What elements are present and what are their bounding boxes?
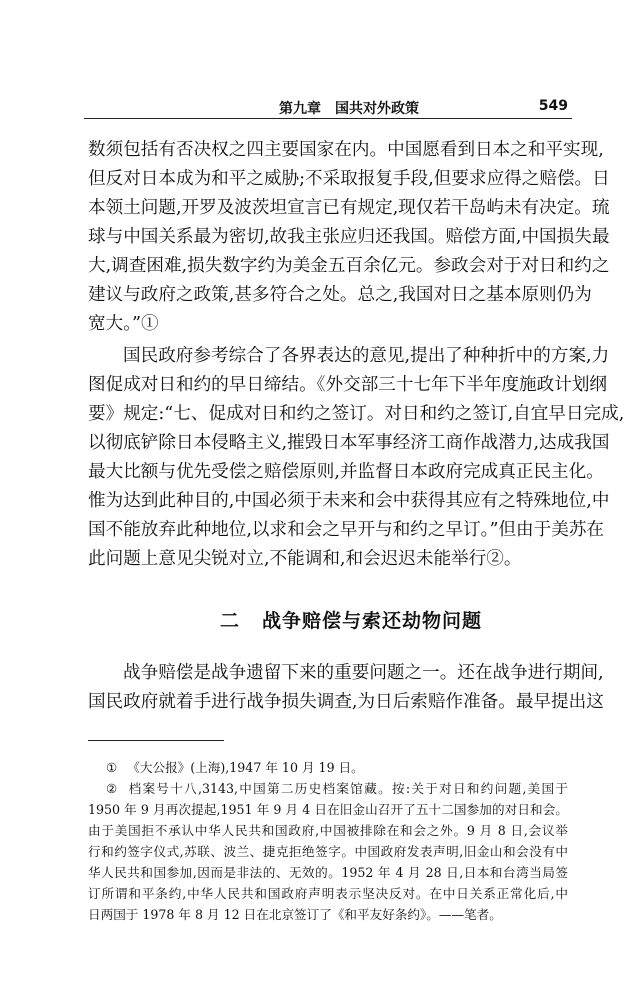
- text-line: 国民政府参考综合了各界表达的意见,提出了种种折中的方案,力: [123, 346, 610, 366]
- text-line: 宽大。”①: [88, 314, 159, 334]
- text-line: 国不能放弃此种地位,以求和会之早开与和约之早订。”但由于美苏在: [88, 520, 605, 540]
- footnote-text-line: 日两国于 1978 年 8 月 12 日在北京签订了《和平友好条约》。——笔者。: [88, 907, 502, 922]
- page-number: 549: [538, 98, 568, 114]
- section-title: 战争赔偿与索还劫物问题: [262, 610, 483, 632]
- chapter-title: 第九章 国共对外政策: [279, 101, 419, 117]
- footnote-text: 档案号十八,3143,中国第二历史档案馆藏。按:关于对日和约问题,美国于: [128, 781, 568, 796]
- footnote-divider: [88, 740, 224, 741]
- text-line: 以彻底铲除日本侵略主义,摧毁日本军事经济工商作战潜力,达成我国: [88, 433, 610, 453]
- text-line: 最大比额与优先受偿之赔偿原则,并监督日本政府完成真正民主化。: [88, 462, 604, 482]
- paragraph-1: [88, 136, 610, 339]
- text-line: 建议与政府之政策,甚多符合之处。总之,我国对日之基本原则仍为: [88, 285, 592, 305]
- text-line: 本领土问题,开罗及波茨坦宣言已有规定,现仅若干岛屿未有决定。琉: [88, 198, 610, 218]
- footnote-text-line: 华人民共和国参加,因而是非法的、无效的。1952 年 4 月 28 日,日本和台湾当局签: [88, 865, 568, 880]
- footnote-text: 《大公报》(上海),1947 年 10 月 19 日。: [127, 760, 364, 775]
- footnote-text-line: 订所谓和平条约,中华人民共和国政府声明表示坚决反对。在中日关系正常化后,中: [88, 886, 568, 901]
- footnote-text-line: 1950 年 9 月再次提起,1951 年 9 月 4 日在旧金山召开了五十二国参加的对日和会。: [88, 802, 568, 817]
- text-line: 数须包括有否决权之四主要国家在内。中国愿看到日本之和平实现,: [88, 140, 604, 160]
- section-heading: [220, 606, 482, 633]
- section-number: 二: [220, 610, 241, 632]
- footnote-text-line: 行和约签字仪式,苏联、波兰、捷克拒绝签字。中国政府发表声明,旧金山和会没有中: [88, 844, 568, 859]
- text-line: 但反对日本成为和平之威胁;不采取报复手段,但要求应得之赔偿。日: [88, 169, 610, 189]
- text-line: 大,调查困难,损失数字约为美金五百余亿元。参政会对于对日和约之: [88, 256, 610, 276]
- paragraph-3: [88, 659, 604, 717]
- text-line: 此问题上意见尖锐对立,不能调和,和会迟迟未能举行②。: [88, 549, 522, 569]
- text-line: 球与中国关系最为密切,故我主张应归还我国。赔偿方面,中国损失最: [88, 227, 610, 247]
- text-line: 图促成对日和约的早日缔结。《外交部三十七年下半年度施政计划纲: [88, 375, 608, 395]
- text-line: 要》规定:“七、促成对日和约之签订。对日和约之签订,自宜早日完成,: [88, 404, 625, 424]
- footnote-2: [88, 778, 568, 799]
- footnote-mark: ①: [106, 760, 118, 775]
- footnote-mark: ②: [106, 781, 119, 796]
- text-line: 战争赔偿是战争遗留下来的重要问题之一。还在战争进行期间,: [123, 663, 604, 683]
- text-line: 国民政府就着手进行战争损失调查,为日后索赔作准备。最早提出这: [88, 692, 604, 712]
- text-line: 惟为达到此种目的,中国必须于未来和会中获得其应有之特殊地位,中: [88, 491, 610, 511]
- footnote-1: [88, 757, 568, 778]
- footnotes: [88, 757, 568, 925]
- paragraph-2: [88, 342, 625, 574]
- page-header: [84, 98, 572, 119]
- footnote-text-line: 由于美国拒不承认中华人民共和国政府,中国被排除在和会之外。9 月 8 日,会议举: [88, 823, 568, 838]
